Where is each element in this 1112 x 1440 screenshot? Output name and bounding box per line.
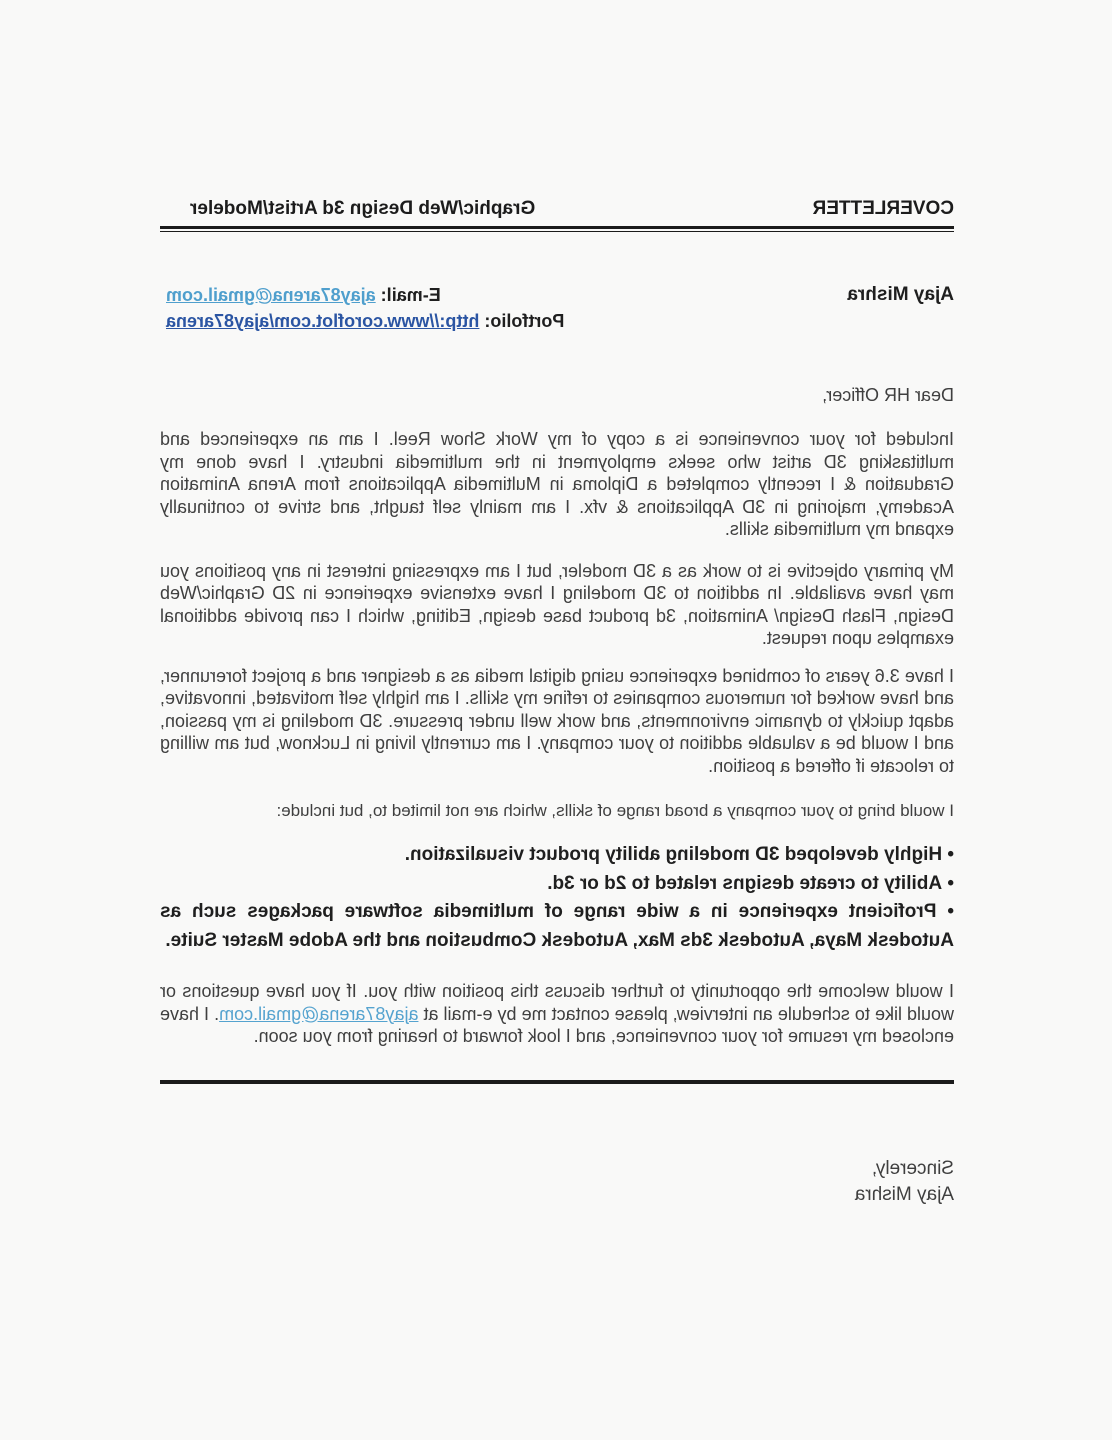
email-label: E-mail: <box>380 285 441 305</box>
skills-list <box>160 841 954 955</box>
portfolio-link[interactable]: http://www.coroflot.com/ajay87arena <box>166 311 480 331</box>
closing-text-before: I would welcome the opportunity to further discuss this position with you. If you have questions or would like to schedule an interview, please contact me by e-mail at <box>160 981 954 1024</box>
portfolio-label: Portfolio: <box>484 311 565 331</box>
closing-email-link[interactable]: ajay87arena@gmail.com <box>219 1003 419 1024</box>
paragraph-experience: I have 3.6 years of combined experience using digital media as a designer and a project forerunner, and have worked for numerous companies to refine my skills. I am highly self motivated, innovative, adapt quickly to dynamic environments, and work well under pressure. 3D modeling is my passion, and I would be a valuable addition to your company. I am currently living in Lucknow, but am willing to relocate if offered a position. <box>160 665 954 776</box>
paragraph-intro: Included for your convenience is a copy of my Work Show Reel. I am an experienced and multitasking 3D artist who seeks employment in the multimedia industry. I have done my Graduation & I recently completed a Diploma in Multimedia Applications from Arena Animation Academy, majoring in 3D Applications & vfx. I am mainly self taught, and strive to continually expand my multimedia skills. <box>160 429 954 539</box>
skills-intro-line: I would bring to your company a broad range of skills, which are not limited to, but include: <box>276 801 954 820</box>
sender-name: Ajay Mishra <box>847 284 954 305</box>
footer-divider <box>160 1080 954 1084</box>
signoff-block <box>160 1156 954 1208</box>
closing-text-after: . I have enclosed my resume for your convenience, and I look forward to hearing from you soon. <box>159 1003 954 1046</box>
job-title: Graphic/Web Design 3d Artist/Modeler <box>190 198 536 219</box>
email-link[interactable]: ajay87arena@gmail.com <box>166 285 376 305</box>
email-line <box>166 282 564 308</box>
document-title: COVERLETTER <box>812 198 954 219</box>
skill-bullet-1: • Highly developed 3D modeling ability product visualization. <box>160 841 954 870</box>
portfolio-line <box>166 308 564 334</box>
letter-header <box>160 196 954 222</box>
paragraph-closing <box>160 980 954 1048</box>
skill-bullet-3: • Proficient experience in a wide range of multimedia software packages such as Autodesk Maya, Autodesk 3ds Max, Autodesk Combustion and the Adobe Master Suite. <box>160 898 954 955</box>
header-divider <box>160 226 954 232</box>
signoff-sincerely: Sincerely, <box>871 1157 954 1179</box>
signoff-name: Ajay Mishra <box>854 1183 954 1205</box>
contact-links <box>166 282 564 334</box>
salutation: Dear HR Officer, <box>822 385 954 405</box>
skill-bullet-2: • Ability to create designs related to 2d or 3d. <box>160 870 954 899</box>
letter-content <box>160 196 954 1208</box>
paragraph-objective: My primary objective is to work as a 3D modeler, but I am expressing interest in any positions you may have available. In addition to 3D modeling I have extensive experience in 2D Graphic/Web Design, Flash Design/ Animation, 3d product base design, Editing, which I can provide additional examples upon request. <box>160 560 954 648</box>
contact-block <box>160 282 954 334</box>
